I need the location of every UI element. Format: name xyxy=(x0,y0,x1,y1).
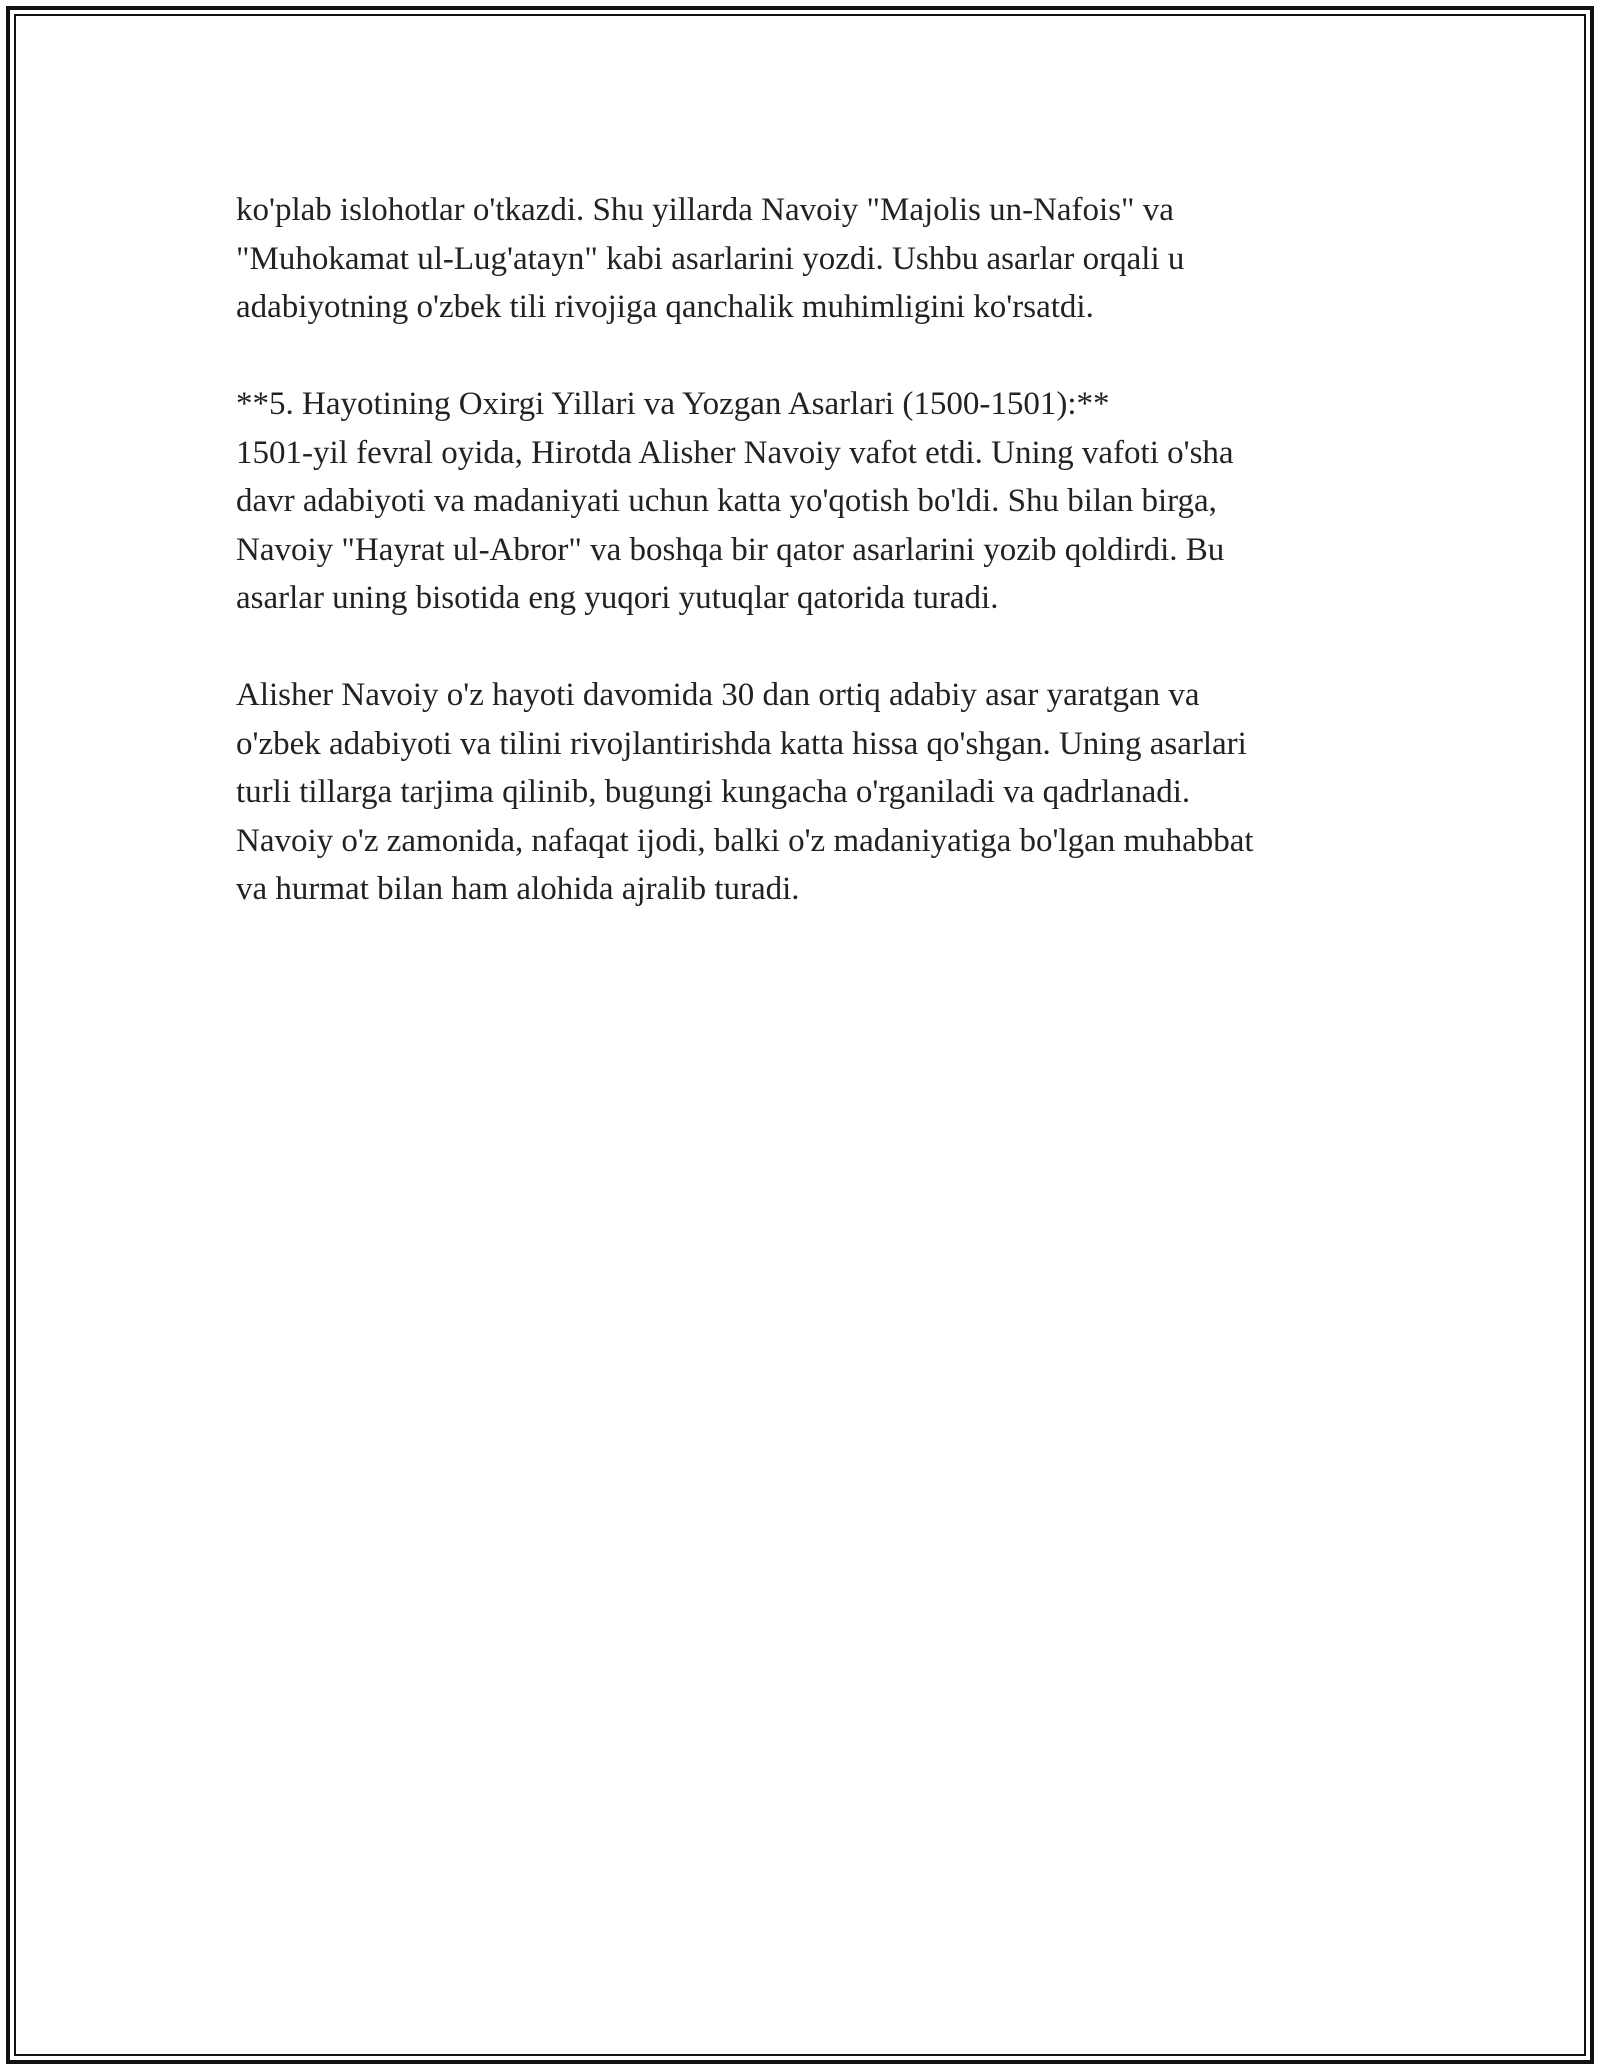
text-line: Navoiy "Hayrat ul-Abror" va boshqa bir qator asarlarini yozib qoldirdi. Bu xyxy=(236,531,1225,568)
text-line: Alisher Navoiy o'z hayoti davomida 30 dan ortiq adabiy asar yaratgan va xyxy=(236,677,1200,713)
paragraph-reforms xyxy=(236,186,1386,332)
document-body xyxy=(236,186,1386,914)
text-line: va hurmat bilan ham alohida ajralib turadi. xyxy=(236,871,800,907)
paragraph-legacy xyxy=(236,671,1386,914)
text-line: o'zbek adabiyoti va tilini rivojlantirishda katta hissa qo'shgan. Uning asarlari xyxy=(236,725,1247,762)
text-line: 1501-yil fevral oyida, Hirotda Alisher Navoiy vafot etdi. Uning vafoti o'sha xyxy=(236,434,1234,471)
paragraph-last-years xyxy=(236,380,1386,623)
text-line: ko'plab islohotlar o'tkazdi. Shu yillarda Navoiy "Majolis un-Nafois" va xyxy=(236,192,1174,228)
text-line: turli tillarga tarjima qilinib, bugungi kungacha o'rganiladi va qadrlanadi. xyxy=(236,774,1191,810)
paragraph-gap xyxy=(236,332,1386,381)
text-line: adabiyotning o'zbek tili rivojiga qanchalik muhimligini ko'rsatdi. xyxy=(236,289,1094,325)
paragraph-gap xyxy=(236,623,1386,672)
text-line: Navoiy o'z zamonida, nafaqat ijodi, balki o'z madaniyatiga bo'lgan muhabbat xyxy=(236,822,1254,859)
text-line: davr adabiyoti va madaniyati uchun katta yo'qotish bo'ldi. Shu bilan birga, xyxy=(236,483,1217,519)
text-line: "Muhokamat ul-Lug'atayn" kabi asarlarini yozdi. Ushbu asarlar orqali u xyxy=(236,240,1185,277)
text-line: asarlar uning bisotida eng yuqori yutuqlar qatorida turadi. xyxy=(236,580,999,616)
section-heading: **5. Hayotining Oxirgi Yillari va Yozgan Asarlari (1500-1501):** xyxy=(236,386,1110,422)
